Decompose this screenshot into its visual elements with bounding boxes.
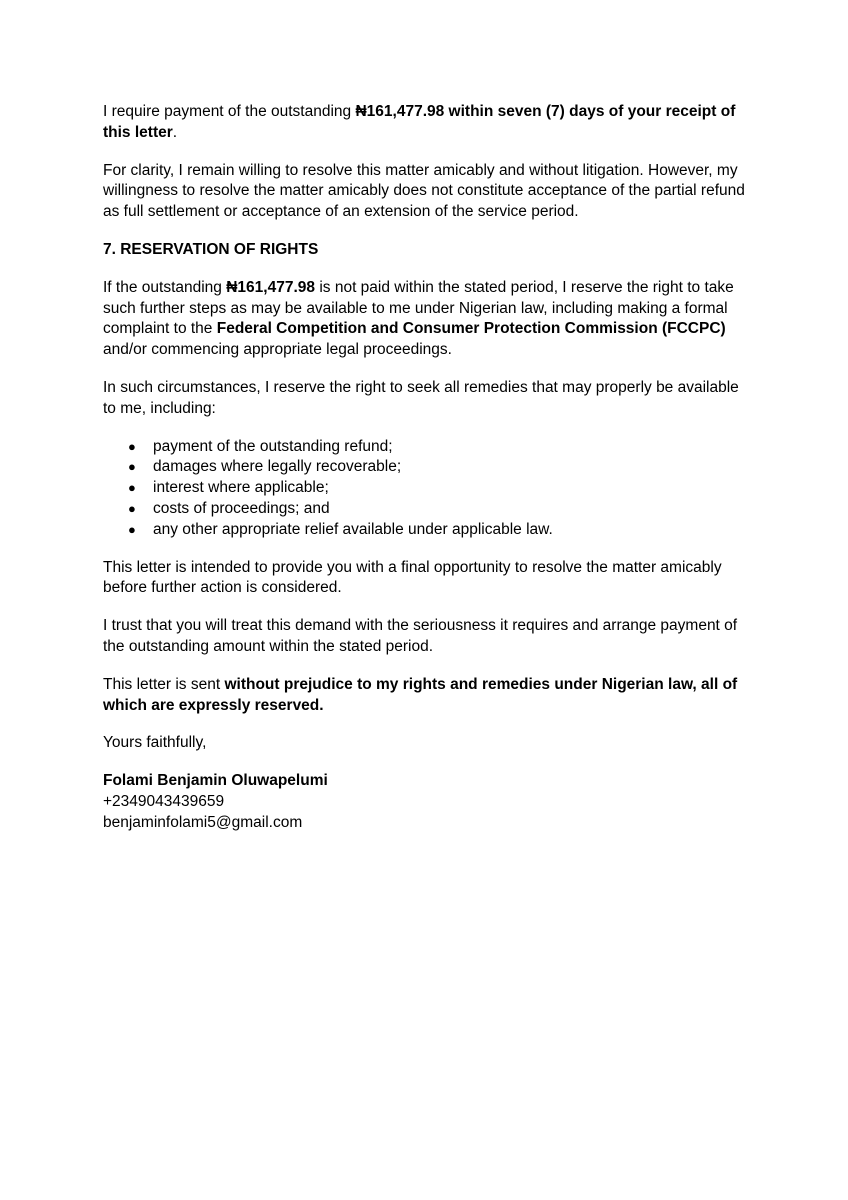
signatory-phone: +2349043439659 bbox=[103, 792, 225, 810]
signatory-email: benjaminfolami5@gmail.com bbox=[103, 813, 303, 831]
trust-paragraph: I trust that you will treat this demand with the seriousness it requires and arrange payment of the outstanding amount within the stated period. bbox=[103, 617, 738, 655]
clarity-paragraph: For clarity, I remain willing to resolve this matter amicably and without litigation. However, my willingness to resolve the matter amicably does not constitute acceptance of the partial refund as full settlement or acceptance of an extension of the service period. bbox=[103, 161, 745, 221]
list-item-text: damages where legally recoverable; bbox=[153, 458, 402, 476]
list-item-text: costs of proceedings; and bbox=[153, 499, 330, 517]
payment-demand-text: I require payment of the outstanding bbox=[103, 103, 356, 120]
payment-demand-amount-deadline: ₦161,477.98 within seven (7) days of your receipt of this letter bbox=[103, 103, 736, 141]
list-item-text: payment of the outstanding refund; bbox=[153, 437, 393, 455]
list-item bbox=[103, 520, 753, 541]
reservation-text-c: and/or commencing appropriate legal proceedings. bbox=[103, 341, 452, 359]
without-prejudice-statement: without prejudice to my rights and remedies under Nigerian law, all of which are expressly reserved. bbox=[103, 675, 738, 714]
bullet-icon: ● bbox=[128, 480, 136, 496]
without-prejudice-text: This letter is sent bbox=[103, 675, 225, 693]
list-item bbox=[103, 437, 753, 458]
signatory-name: Folami Benjamin Oluwapelumi bbox=[103, 772, 328, 790]
section-heading-reservation-of-rights: 7. RESERVATION OF RIGHTS bbox=[103, 240, 319, 258]
list-item bbox=[103, 499, 753, 520]
list-item bbox=[103, 457, 753, 478]
reservation-amount: ₦161,477.98 bbox=[226, 278, 316, 296]
list-item-text: interest where applicable; bbox=[153, 479, 329, 497]
bullet-icon: ● bbox=[128, 500, 136, 516]
reservation-agency: Federal Competition and Consumer Protection Commission (FCCPC) bbox=[216, 320, 726, 338]
list-item-text: any other appropriate relief available under applicable law. bbox=[153, 520, 553, 538]
bullet-icon: ● bbox=[128, 459, 136, 475]
bullet-icon: ● bbox=[128, 438, 136, 454]
payment-demand-paragraph bbox=[103, 102, 753, 144]
reservation-paragraph bbox=[103, 278, 753, 361]
payment-demand-period: . bbox=[172, 123, 178, 141]
without-prejudice-paragraph bbox=[103, 675, 753, 717]
remedies-list bbox=[103, 437, 753, 541]
reservation-text-a: If the outstanding bbox=[103, 278, 227, 296]
remedies-intro-paragraph: In such circumstances, I reserve the right to seek all remedies that may properly be available to me, including: bbox=[103, 378, 739, 417]
signature-block bbox=[103, 771, 753, 833]
final-opportunity-paragraph: This letter is intended to provide you with a final opportunity to resolve the matter amicably before further action is considered. bbox=[103, 558, 722, 597]
list-item bbox=[103, 478, 753, 499]
signoff: Yours faithfully, bbox=[103, 734, 207, 752]
letter-page bbox=[103, 102, 753, 834]
reservation-text-b: is not paid within the stated period, I reserve the right to take such further steps as may be available to me under Nigerian law, including making a formal complaint to the bbox=[103, 278, 734, 338]
bullet-icon: ● bbox=[128, 521, 136, 537]
